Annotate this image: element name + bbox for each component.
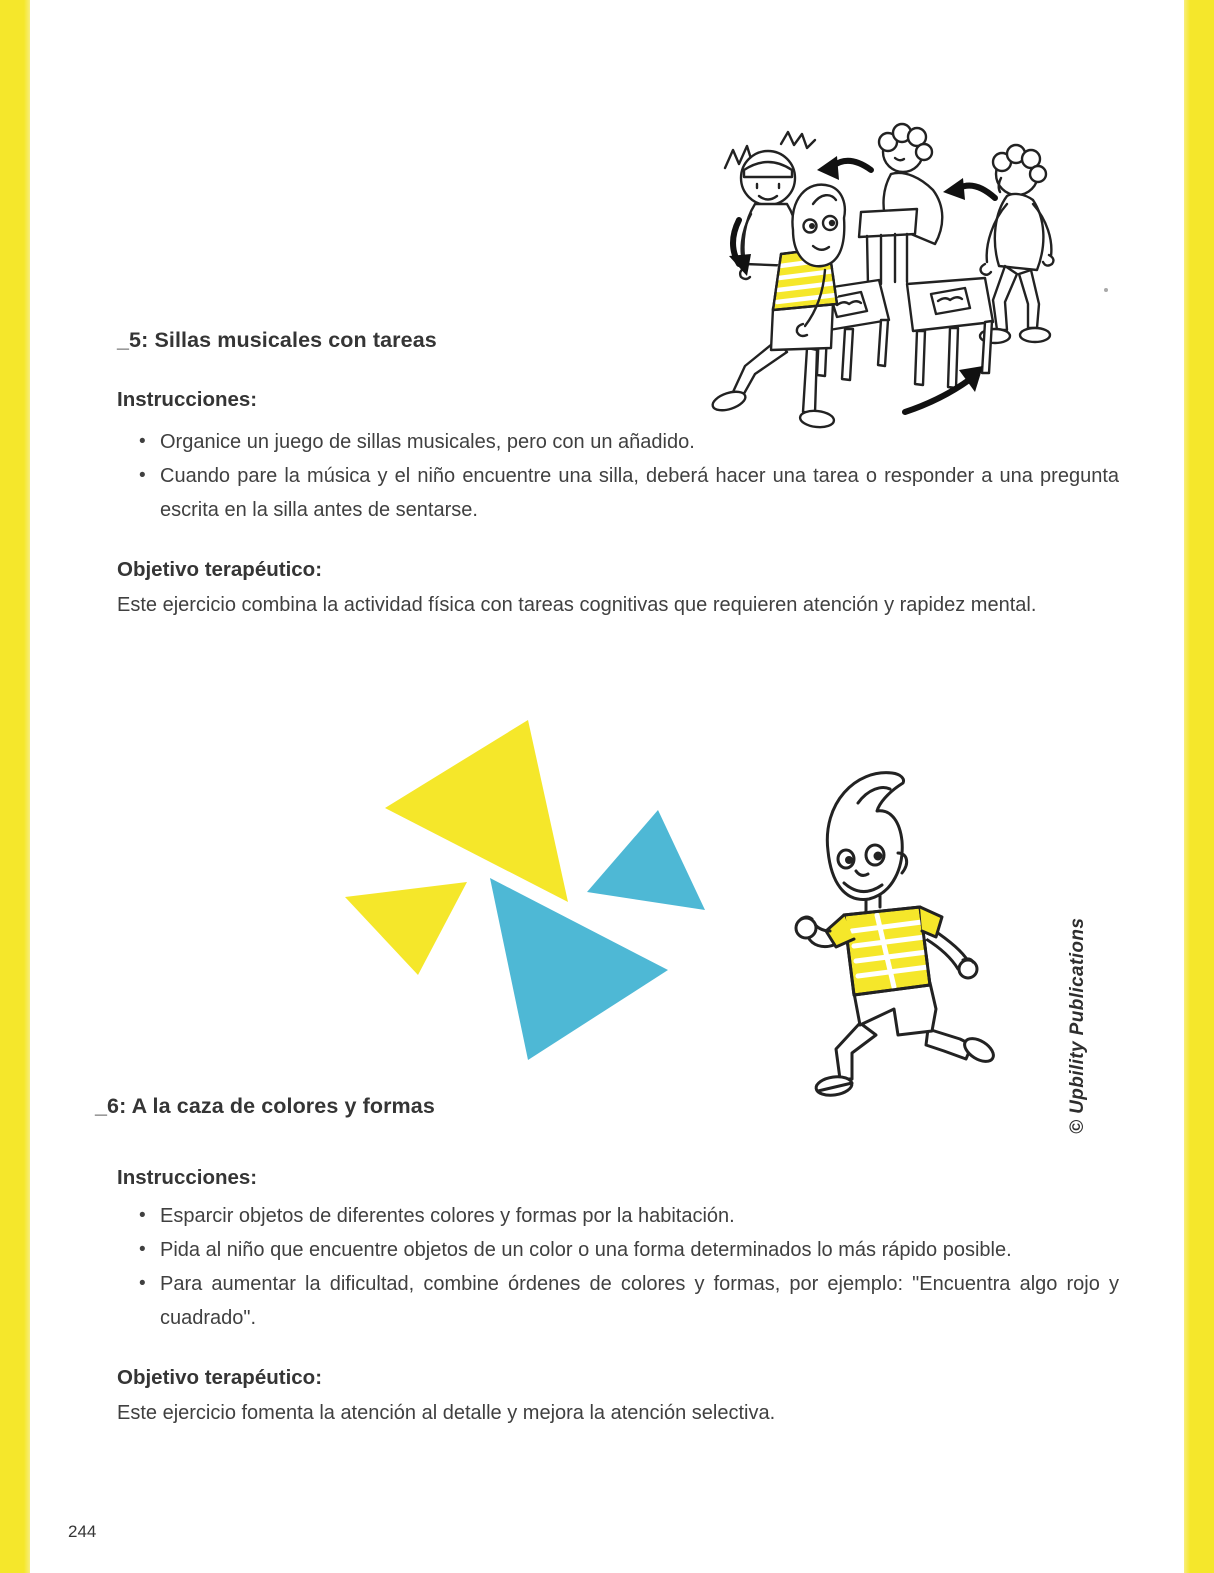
list-item bbox=[117, 1267, 1119, 1335]
section-6-body bbox=[117, 1165, 1122, 1429]
small-cyan-triangle bbox=[587, 810, 705, 910]
instructions-label: Instrucciones: bbox=[117, 1166, 258, 1189]
objective-text: Este ejercicio combina la actividad física con tareas cognitivas que requieren atención y rapidez mental. bbox=[117, 594, 1037, 616]
objective-label: Objetivo terapéutico: bbox=[117, 1366, 323, 1389]
left-yellow-border bbox=[0, 0, 30, 1573]
list-item bbox=[117, 459, 1119, 527]
objective-text: Este ejercicio fomenta la atención al detalle y mejora la atención selectiva. bbox=[117, 1402, 776, 1424]
bullet-text: • Organice un juego de sillas musicales, pero con un añadido. bbox=[160, 431, 695, 453]
bullet-text: • Para aumentar la dificultad, combine órdenes de colores y formas, por ejemplo: "Encuentra algo rojo y cuadrado". bbox=[160, 1273, 1119, 1329]
large-cyan-triangle bbox=[490, 878, 668, 1060]
running-child-illustration bbox=[782, 746, 1022, 1118]
bullet-text: • Cuando pare la música y el niño encuentre una silla, deberá hacer una tarea o responder a una pregunta escrita en la silla antes de sentarse. bbox=[160, 465, 1119, 521]
small-yellow-triangle bbox=[345, 882, 467, 975]
instructions-list bbox=[117, 425, 1119, 527]
instructions-label: Instrucciones: bbox=[117, 388, 258, 411]
list-item bbox=[117, 1199, 1119, 1233]
instructions-list bbox=[117, 1199, 1119, 1335]
bullet-text: • Pida al niño que encuentre objetos de un color o una forma determinados lo más rápido posible. bbox=[160, 1239, 1012, 1261]
list-item bbox=[117, 1233, 1119, 1267]
right-yellow-border bbox=[1184, 0, 1214, 1573]
stray-dot bbox=[1104, 288, 1108, 292]
bullet-text: • Esparcir objetos de diferentes colores y formas por la habitación. bbox=[160, 1205, 735, 1227]
section-6-title: _6: A la caza de colores y formas bbox=[95, 1094, 435, 1118]
large-yellow-triangle bbox=[385, 720, 568, 902]
objective-label: Objetivo terapéutico: bbox=[117, 558, 323, 581]
list-item bbox=[117, 425, 1119, 459]
section-5 bbox=[117, 328, 1122, 621]
copyright-vertical-text: © Upbility Publications bbox=[1067, 917, 1088, 1134]
section-5-title: _5: Sillas musicales con tareas bbox=[117, 328, 437, 352]
section-6 bbox=[95, 1094, 1122, 1429]
page-number: 244 bbox=[68, 1522, 97, 1541]
triangle-shapes-illustration bbox=[330, 690, 750, 1090]
